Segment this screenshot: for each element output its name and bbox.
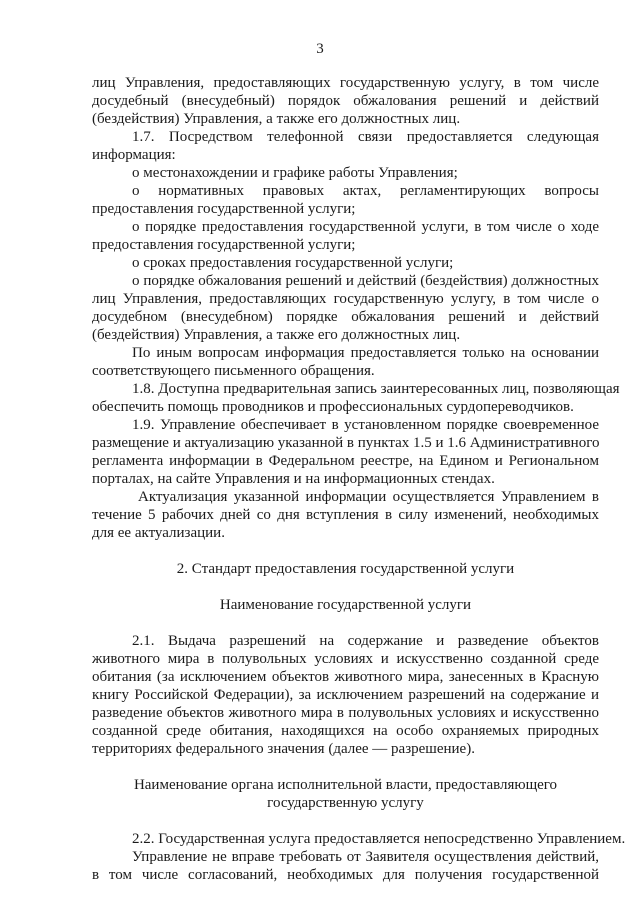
text-line: разведение объектов животного мира в полувольных условиях и искусственно [92, 705, 599, 721]
text-line: о местонахождении и графике работы Управления; [132, 165, 458, 181]
text-line: 1.8. Доступна предварительная запись заинтересованных лиц, позволяющая [132, 381, 620, 397]
text-line: досудебный (внесудебный) порядок обжалования решений и действий [92, 93, 599, 109]
text-line: Управление не вправе требовать от Заявителя осуществления действий, [132, 849, 599, 865]
text-line: предоставления государственной услуги; [92, 237, 356, 253]
page-number: 3 [316, 41, 324, 57]
text-line: Наименование государственной услуги [219, 597, 472, 613]
text-line: обитания (за исключением объектов животного мира, занесенных в Красную [92, 669, 599, 685]
text-line: о порядке предоставления государственной услуги, в том числе о ходе [132, 219, 599, 235]
text-line: порталах, на сайте Управления и на информационных стендах. [92, 471, 495, 487]
text-line: (бездействия) Управления, а также его должностных лиц. [92, 327, 461, 343]
text-line: 1.7. Посредством телефонной связи предоставляется следующая [132, 129, 599, 145]
text-line: 1.9. Управление обеспечивает в установленном порядке своевременное [132, 417, 599, 433]
text-line: о сроках предоставления государственной услуги; [132, 255, 454, 271]
text-line: Актуализация указанной информации осуществляется Управлением в [138, 489, 599, 505]
text-line: в том числе согласований, необходимых для получения государственной [92, 867, 599, 883]
text-line: обеспечить помощь проводников и профессиональных сурдопереводчиков. [92, 399, 574, 415]
text-line: о нормативных правовых актах, регламентирующих вопросы [132, 183, 599, 199]
text-line: животного мира в полувольных условиях и искусственно созданной среде [92, 651, 599, 667]
text-line: регламента информации в Федеральном реестре, на Едином и Региональном [92, 453, 599, 469]
text-line: 2. Стандарт предоставления государственной услуги [176, 561, 515, 577]
text-line: для ее актуализации. [92, 525, 225, 541]
text-line: 2.2. Государственная услуга предоставляется непосредственно Управлением. [132, 831, 626, 847]
text-line: течение 5 рабочих дней со дня вступления в силу изменений, необходимых [92, 507, 599, 523]
text-line: Наименование органа исполнительной власти, предоставляющего [133, 777, 558, 793]
text-line: лиц Управления, предоставляющих государственную услугу, в том числе [92, 75, 599, 91]
text-line: созданной среде обитания, находящихся на особо охраняемых природных [92, 723, 599, 739]
text-line: досудебном (внесудебном) порядке обжалования решений и действий [92, 309, 599, 325]
text-line: По иным вопросам информация предоставляется только на основании [132, 345, 599, 361]
text-line: лиц Управления, предоставляющих государственную услугу, в том числе о [92, 291, 599, 307]
text-line: государственную услугу [267, 795, 424, 811]
text-line: размещение и актуализацию указанной в пунктах 1.5 и 1.6 Административного [92, 435, 600, 451]
text-line: соответствующего письменного обращения. [92, 363, 375, 379]
text-line: предоставления государственной услуги; [92, 201, 356, 217]
text-line: (бездействия) Управления, а также его должностных лиц. [92, 111, 461, 127]
text-line: информация: [92, 147, 176, 163]
text-line: книгу Российской Федерации), за исключением разрешений на содержание и [92, 687, 599, 703]
text-line: 2.1. Выдача разрешений на содержание и разведение объектов [132, 633, 599, 649]
text-line: территориях федерального значения (далее — разрешение). [92, 741, 475, 757]
text-line: о порядке обжалования решений и действий (бездействия) должностных [132, 273, 599, 289]
